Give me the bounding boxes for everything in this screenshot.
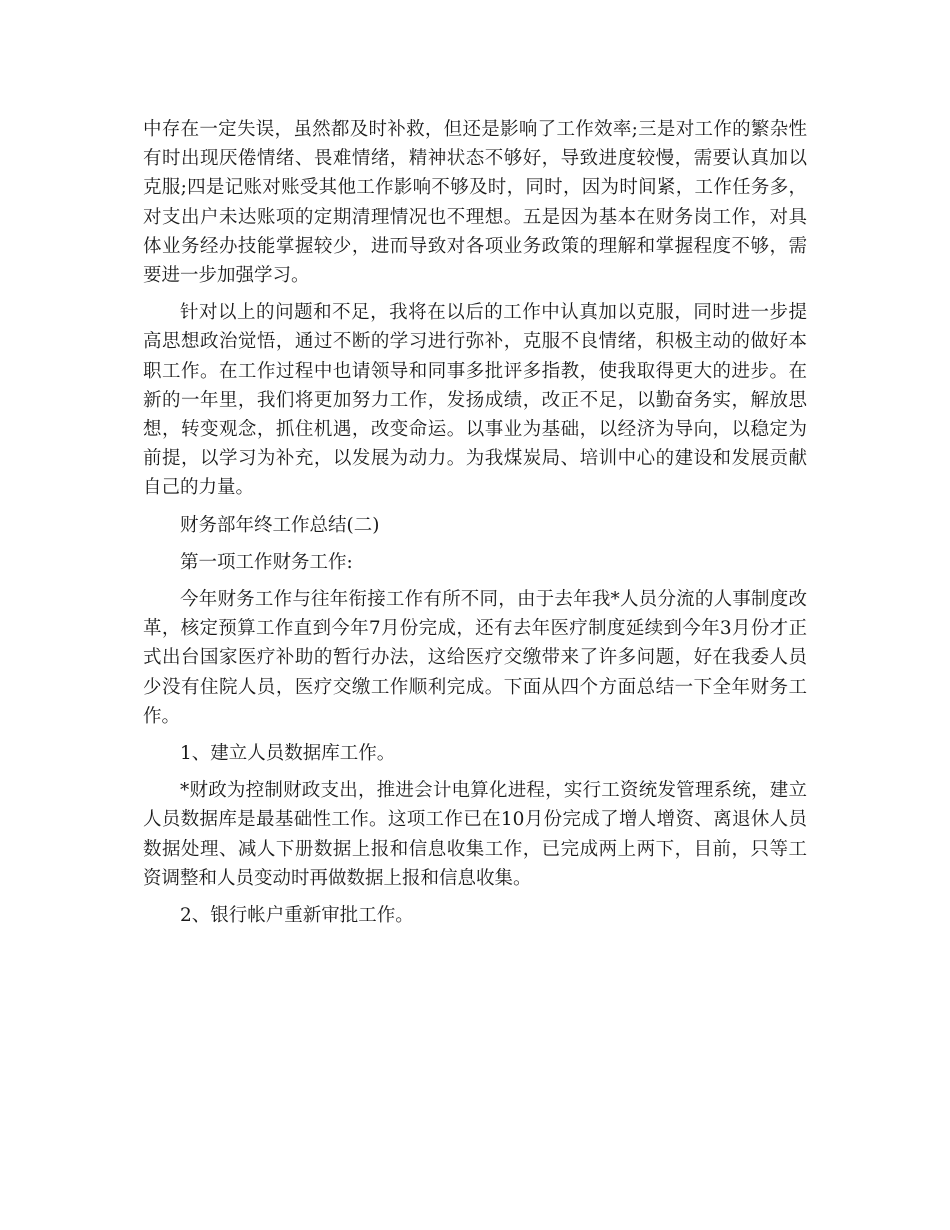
paragraph-improvement-plan: 针对以上的问题和不足，我将在以后的工作中认真加以克服，同时进一步提高思想政治觉悟，通过不断的学习进行弥补，克服不良情绪，积极主动的做好本职工作。在工作过程中也请领导和同事多批评多指教，使我取得更大的进步。在新的一年里，我们将更加努力工作，发扬成绩，改正不足，以勤奋务实，解放思想，转变观念，抓住机遇，改变命运。以事业为基础，以经济为导向，以稳定为前提，以学习为补充，以发展为动力。为我煤炭局、培训中心的建设和发展贡献自己的力量。	[143, 302, 807, 499]
list-item-heading-1: 1、建立人员数据库工作。	[180, 743, 396, 765]
list-item-heading-2: 2、银行帐户重新审批工作。	[180, 905, 414, 927]
paragraph-problems-continued: 中存在一定失误，虽然都及时补救，但还是影响了工作效率;三是对工作的繁杂性有时出现厌倦情绪、畏难情绪，精神状态不够好，导致进度较慢，需要认真加以克服;四是记账对账受其他工作影响不够及时，同时，因为时间紧，工作任务多，对支出户未达账项的定期清理情况也不理想。五是因为基本在财务岗工作，对具体业务经办技能掌握较少，进而导致对各项业务政策的理解和掌握程度不够，需要进一步加强学习。	[143, 119, 807, 287]
section-subtitle: 第一项工作财务工作:	[180, 551, 353, 573]
paragraph-database-work: *财政为控制财政支出，推进会计电算化进程，实行工资统发管理系统，建立人员数据库是最基础性工作。这项工作已在10月份完成了增人增资、离退休人员数据处理、减人下册数据上报和信息收集工作，已完成两上两下，目前，只等工资调整和人员变动时再做数据上报和信息收集。	[143, 780, 807, 889]
section-title: 财务部年终工作总结(二)	[180, 514, 380, 536]
paragraph-finance-intro: 今年财务工作与往年衔接工作有所不同，由于去年我*人员分流的人事制度改革，核定预算工作直到今年7月份完成，还有去年医疗制度延续到今年3月份才正式出台国家医疗补助的暂行办法，这给医疗交缴带来了许多问题，好在我委人员少没有住院人员，医疗交缴工作顺利完成。下面从四个方面总结一下全年财务工作。	[143, 589, 807, 727]
document-body	[143, 115, 807, 938]
